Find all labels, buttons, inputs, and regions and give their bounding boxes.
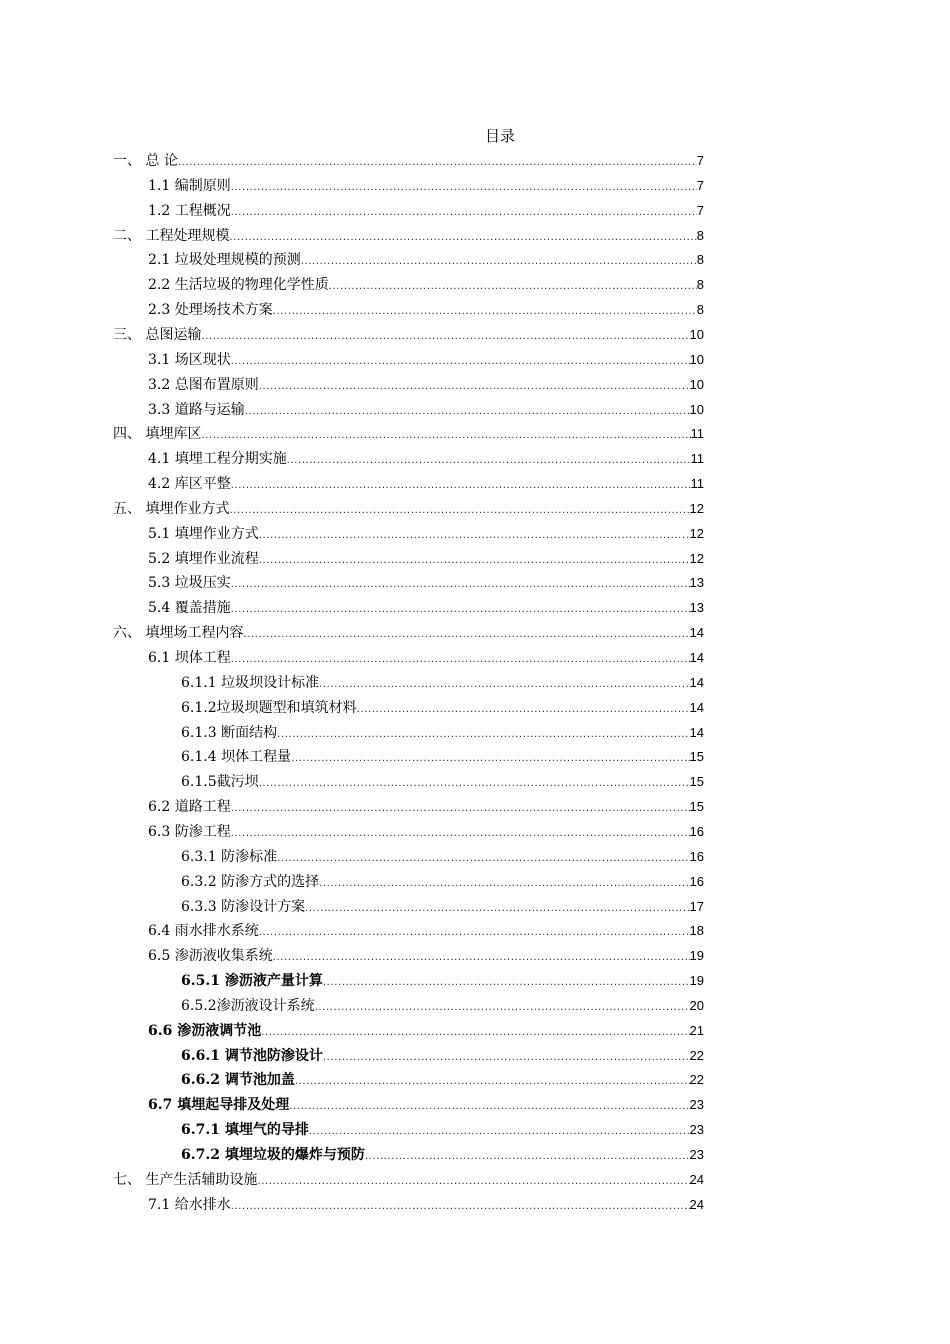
toc-entry-title: 5.2 填埋作业流程 — [148, 550, 259, 567]
toc-entry-page: 14 — [689, 699, 704, 715]
toc-entry-page: 18 — [689, 923, 704, 939]
toc-entry[interactable] — [148, 448, 704, 468]
toc-entry-page: 8 — [696, 277, 704, 293]
toc-entry[interactable] — [113, 498, 704, 518]
toc-entry-title: 6.4 雨水排水系统 — [148, 923, 259, 940]
toc-entry-page: 12 — [689, 500, 704, 516]
dot-leader — [201, 429, 690, 443]
toc-entry-page: 24 — [689, 1196, 704, 1212]
toc-entry[interactable] — [181, 970, 704, 990]
dot-leader — [295, 1075, 690, 1089]
dot-leader — [273, 305, 697, 319]
toc-entry-title: 3.1 场区现状 — [148, 351, 231, 368]
toc-entry-page: 15 — [689, 774, 704, 790]
toc-entry[interactable] — [148, 548, 704, 568]
dot-leader — [305, 902, 689, 916]
toc-entry-page: 23 — [689, 1122, 704, 1138]
toc-entry-title: 2.1 垃圾处理规模的预测 — [148, 252, 301, 269]
toc-entry-page: 20 — [689, 997, 704, 1013]
toc-entry[interactable] — [148, 572, 704, 592]
toc-entry[interactable] — [181, 1144, 704, 1164]
toc-entry-page: 22 — [689, 1047, 704, 1063]
dot-leader — [231, 603, 690, 617]
toc-entry-page: 11 — [690, 426, 704, 442]
dot-leader — [261, 1026, 689, 1040]
dot-leader — [231, 1200, 690, 1214]
dot-leader — [259, 380, 690, 394]
dot-leader — [231, 206, 697, 220]
toc-entry-title: 6.3 防渗工程 — [148, 823, 231, 840]
dot-leader — [273, 951, 690, 965]
toc-entry[interactable] — [148, 274, 704, 294]
toc-entry-title: 2.3 处理场技术方案 — [148, 302, 273, 319]
toc-entry[interactable] — [181, 746, 704, 766]
toc-entry[interactable] — [113, 225, 704, 245]
toc-entry-page: 8 — [696, 252, 704, 268]
toc-entry-page: 22 — [689, 1072, 704, 1088]
dot-leader — [319, 877, 689, 891]
toc-entry-title: 6.1 坝体工程 — [148, 650, 231, 666]
dot-leader — [243, 628, 689, 642]
dot-leader — [229, 504, 689, 518]
toc-entry[interactable] — [181, 1119, 704, 1139]
toc-entry-page: 7 — [696, 177, 704, 193]
toc-entry-page: 12 — [689, 550, 704, 566]
dot-leader — [178, 156, 697, 170]
toc-entry[interactable] — [181, 771, 704, 791]
toc-entry[interactable] — [181, 1045, 704, 1065]
toc-entry-page: 8 — [696, 227, 704, 243]
toc-entry-page: 13 — [689, 600, 704, 616]
toc-entry[interactable] — [181, 722, 704, 742]
toc-entry[interactable] — [148, 1020, 704, 1040]
toc-entry-title: 五、 填埋作业方式 — [113, 500, 230, 517]
toc-entry-title: 6.7 填埋起导排及处理 — [148, 1097, 290, 1114]
toc-entry-title: 6.5.2渗沥液设计系统 — [181, 997, 315, 1014]
toc-entry-title: 5.3 垃圾压实 — [148, 575, 231, 592]
dot-leader — [277, 852, 689, 866]
toc-entry-page: 15 — [689, 799, 704, 815]
toc-entry-title: 6.6.1 调节池防渗设计 — [181, 1047, 323, 1064]
toc-entry-page: 10 — [689, 351, 704, 367]
toc-entry[interactable] — [181, 995, 704, 1015]
dot-leader — [365, 1150, 690, 1164]
toc-entry[interactable] — [181, 697, 704, 717]
dot-leader — [289, 1100, 689, 1114]
toc-entry[interactable] — [148, 647, 704, 667]
toc-entry-title: 6.1.2垃圾坝题型和填筑材料 — [181, 699, 357, 716]
toc-entry-page: 14 — [689, 650, 704, 665]
dot-leader — [231, 802, 690, 816]
dot-leader — [231, 827, 690, 841]
toc-entry-page: 14 — [689, 674, 704, 690]
toc-title: 目录 — [484, 127, 515, 145]
toc-entry-title: 七、 生产生活辅助设施 — [113, 1171, 258, 1188]
dot-leader — [245, 405, 690, 419]
toc-entry-page: 21 — [689, 1022, 704, 1038]
toc-entry-title: 4.2 库区平整 — [148, 476, 231, 493]
toc-entry-page: 13 — [689, 575, 704, 591]
toc-entry-title: 5.1 填埋作业方式 — [148, 525, 259, 542]
dot-leader — [231, 653, 690, 667]
toc-entry-page: 23 — [689, 1147, 704, 1162]
toc-entry-title: 6.1.1 垃圾坝设计标准 — [181, 674, 320, 691]
dot-leader — [259, 926, 690, 940]
toc-entry-title: 3.2 总图布置原则 — [148, 376, 259, 393]
toc-entry[interactable] — [113, 1169, 704, 1189]
toc-entry-page: 16 — [689, 848, 704, 864]
dot-leader — [357, 703, 690, 717]
toc-entry-title: 6.3.2 防渗方式的选择 — [181, 873, 320, 890]
dot-leader — [287, 454, 691, 468]
toc-entry[interactable] — [113, 622, 704, 642]
toc-entry-page: 17 — [689, 898, 704, 914]
toc-entry-page: 16 — [689, 873, 704, 889]
toc-entry[interactable] — [148, 920, 704, 940]
toc-entry-title: 5.4 覆盖措施 — [148, 600, 231, 617]
dot-leader — [229, 231, 696, 245]
dot-leader — [231, 181, 697, 195]
toc-entry-title: 6.6.2 调节池加盖 — [181, 1072, 295, 1089]
toc-entry[interactable] — [148, 249, 704, 269]
dot-leader — [319, 678, 689, 692]
toc-entry-title: 6.5 渗沥液收集系统 — [148, 948, 273, 965]
toc-entry-page: 24 — [689, 1171, 704, 1187]
toc-entry-page: 19 — [689, 973, 704, 989]
toc-entry[interactable] — [181, 1069, 704, 1089]
toc-entry-page: 10 — [689, 401, 704, 417]
toc-entry-page: 10 — [689, 326, 704, 342]
toc-entry-title: 一、 总 论 — [113, 153, 178, 169]
toc-entry[interactable] — [181, 896, 704, 916]
toc-entry[interactable] — [148, 200, 704, 220]
toc-entry-title: 3.3 道路与运输 — [148, 401, 245, 418]
toc-entry-title: 2.2 生活垃圾的物理化学性质 — [148, 277, 329, 294]
toc-entry-page: 12 — [689, 525, 704, 541]
toc-entry[interactable] — [148, 821, 704, 841]
toc-entry-title: 二、 工程处理规模 — [113, 227, 230, 244]
dot-leader — [315, 1001, 690, 1015]
toc-entry-title: 1.2 工程概况 — [148, 202, 231, 219]
toc-entry-title: 四、 填埋库区 — [113, 426, 202, 443]
toc-entry[interactable] — [148, 175, 704, 195]
dot-leader — [323, 976, 690, 990]
toc-entry[interactable] — [148, 523, 704, 543]
toc-entry-title: 6.2 道路工程 — [148, 799, 231, 816]
toc-entry-page: 7 — [696, 153, 704, 168]
dot-leader — [257, 1175, 689, 1189]
toc-entry[interactable] — [148, 299, 704, 319]
toc-entry-title: 6.1.4 坝体工程量 — [181, 749, 292, 766]
toc-entry[interactable] — [148, 349, 704, 369]
dot-leader — [329, 280, 697, 294]
toc-entry[interactable] — [148, 945, 704, 965]
toc-entry-title: 6.1.3 断面结构 — [181, 724, 278, 741]
dot-leader — [277, 728, 689, 742]
toc-entry[interactable] — [181, 672, 704, 692]
toc-entry-title: 7.1 给水排水 — [148, 1196, 231, 1213]
toc-entry-page: 14 — [689, 724, 704, 740]
toc-entry-page: 19 — [689, 948, 704, 964]
dot-leader — [231, 355, 690, 369]
toc-entry-title: 1.1 编制原则 — [148, 177, 231, 194]
toc-entry[interactable] — [148, 1194, 704, 1214]
toc-entry-page: 11 — [690, 451, 704, 467]
toc-entry-page: 7 — [696, 202, 704, 218]
toc-entry-title: 6.3.1 防渗标准 — [181, 848, 278, 865]
dot-leader — [259, 554, 690, 568]
toc-entry[interactable] — [113, 324, 704, 344]
toc-entry[interactable] — [181, 846, 704, 866]
toc-entry[interactable] — [113, 150, 704, 170]
dot-leader — [309, 1125, 690, 1139]
toc-entry[interactable] — [148, 399, 704, 419]
toc-entry-page: 8 — [696, 302, 704, 318]
toc-entry[interactable] — [148, 796, 704, 816]
toc-entry[interactable] — [148, 597, 704, 617]
dot-leader — [301, 255, 697, 269]
toc-entry-title: 6.7.2 填埋垃圾的爆炸与预防 — [181, 1147, 365, 1163]
dot-leader — [201, 330, 689, 344]
toc-entry-title: 三、 总图运输 — [113, 326, 202, 343]
dot-leader — [259, 529, 690, 543]
toc-entry-page: 15 — [689, 749, 704, 765]
toc-entry-page: 10 — [689, 376, 704, 392]
dot-leader — [231, 479, 691, 493]
toc-entry-title: 6.6 渗沥液调节池 — [148, 1022, 262, 1039]
toc-entry-title: 4.1 填埋工程分期实施 — [148, 451, 287, 468]
toc-entry-page: 16 — [689, 823, 704, 839]
dot-leader — [323, 1051, 690, 1065]
dot-leader — [231, 578, 690, 592]
toc-entry[interactable] — [148, 473, 704, 493]
toc-entry[interactable] — [113, 423, 704, 443]
dot-leader — [259, 777, 690, 791]
toc-entry-title: 6.5.1 渗沥液产量计算 — [181, 973, 323, 990]
dot-leader — [291, 752, 689, 766]
toc-entry-title: 6.1.5截污坝 — [181, 774, 259, 791]
toc-entry-title: 六、 填埋场工程内容 — [113, 625, 244, 642]
toc-entry[interactable] — [181, 871, 704, 891]
toc-entry[interactable] — [148, 1094, 704, 1114]
toc-entry-page: 14 — [689, 625, 704, 641]
toc-entry-title: 6.7.1 填埋气的导排 — [181, 1122, 309, 1139]
toc-entry-page: 23 — [689, 1097, 704, 1113]
toc-entry-page: 11 — [690, 476, 704, 492]
toc-entry[interactable] — [148, 374, 704, 394]
toc-entry-title: 6.3.3 防渗设计方案 — [181, 898, 306, 915]
